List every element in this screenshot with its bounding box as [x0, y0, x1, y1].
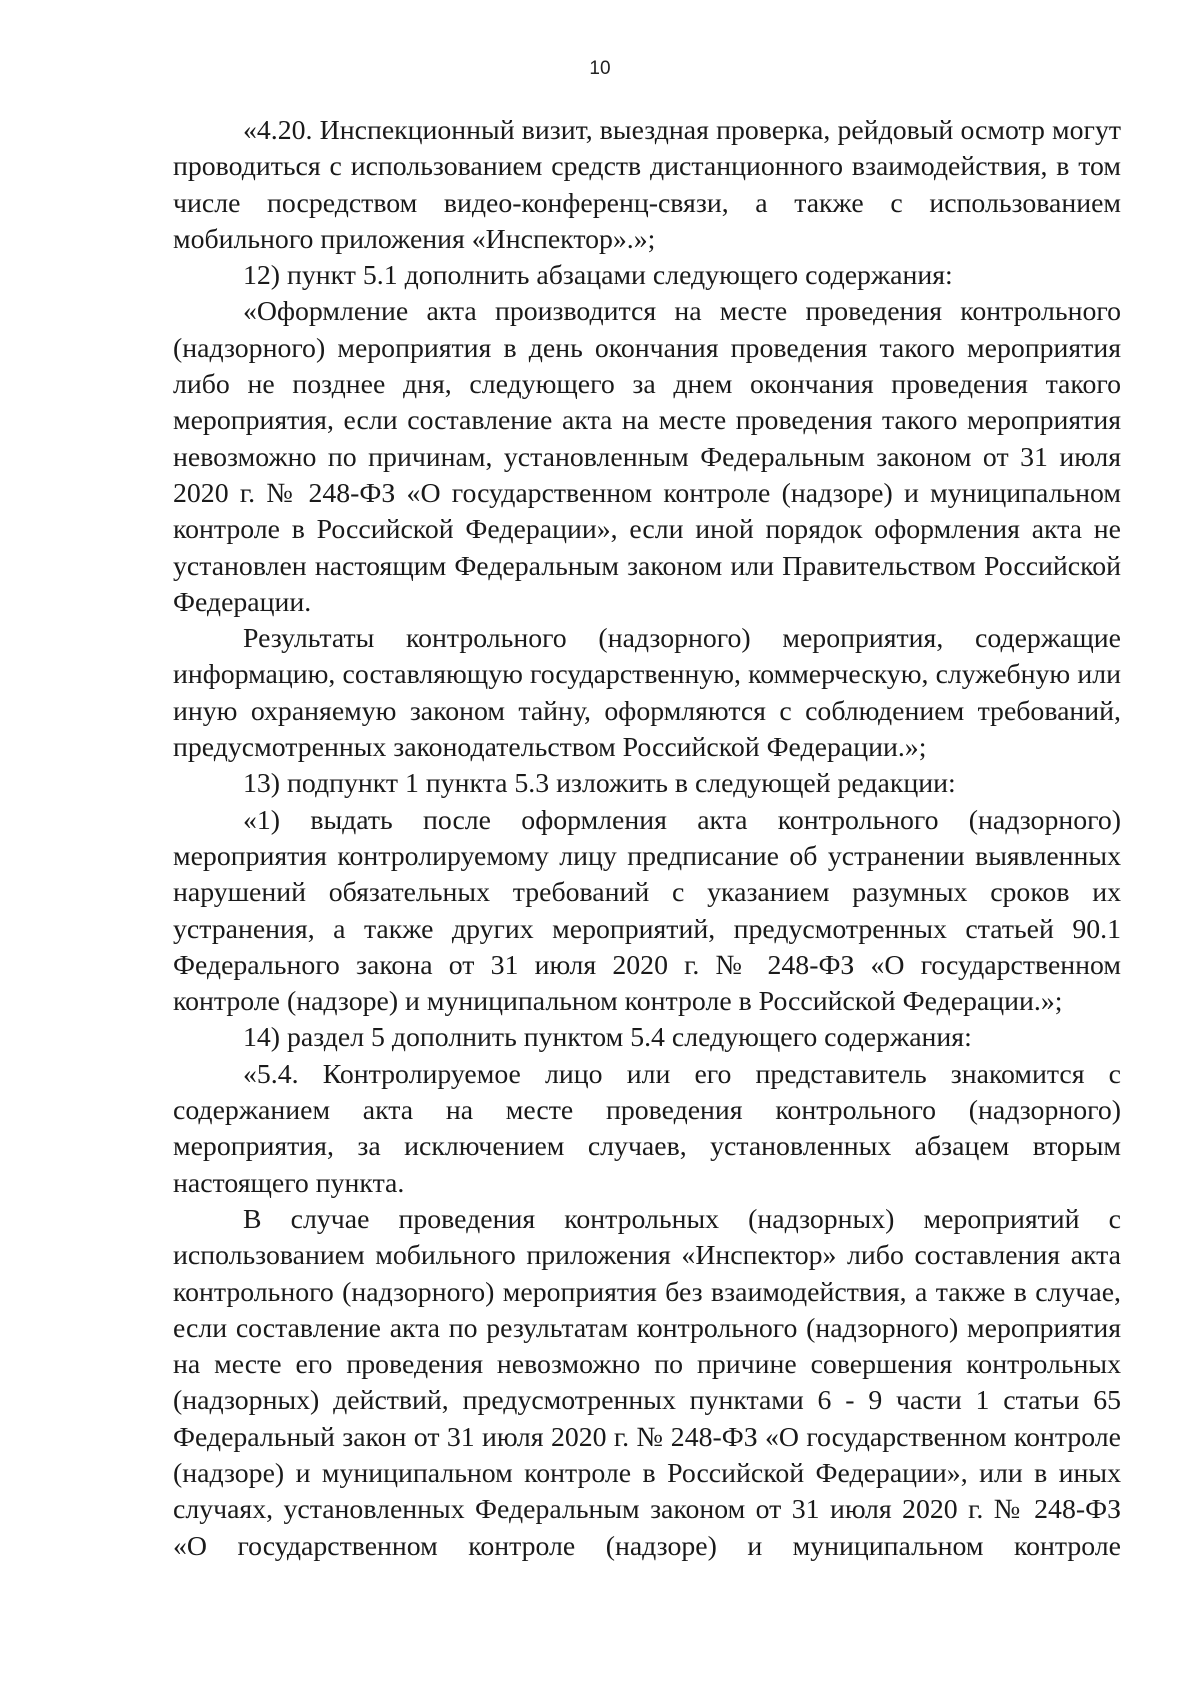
paragraph-4-20: «4.20. Инспекционный визит, выездная проверка, рейдовый осмотр могут проводиться с использованием средств дистанционного взаимодействия, в том числе посредством видео-конференц-связи, а также с использованием мобильного приложения «Инспектор».»; [173, 115, 1121, 255]
page-number: 10 [589, 58, 611, 79]
paragraph-item-14: 14) раздел 5 дополнить пунктом 5.4 следующего содержания: [243, 1022, 972, 1054]
paragraph-subitem-1: «1) выдать после оформления акта контрольного (надзорного) мероприятия контролируемому лицу предписание об устранении выявленных нарушений обязательных требований с указанием разумных сроков их устранения, а также других мероприятий, предусмотренных статьей 90.1 Федерального закона от 31 июля 2020 г. № 248-ФЗ «О государственном контроле (надзоре) и муниципальном контроле в Российской Федерации.»; [173, 804, 1121, 1018]
paragraph-item-13: 13) подпункт 1 пункта 5.3 изложить в следующей редакции: [243, 768, 956, 800]
paragraph-act-registration: «Оформление акта производится на месте проведения контрольного (надзорного) мероприятия в день окончания проведения такого мероприятия либо не позднее дня, следующего за днем окончания проведения такого мероприятия, если составление акта на месте проведения такого мероприятия невозможно по причинам, установленным Федеральным законом от 31 июля 2020 г. № 248-ФЗ «О государственном контроле (надзоре) и муниципальном контроле в Российской Федерации», если иной порядок оформления акта не установлен настоящим Федеральным законом или Правительством Российской Федерации. [173, 296, 1121, 618]
paragraph-5-4: «5.4. Контролируемое лицо или его представитель знакомится с содержанием акта на месте проведения контрольного (надзорного) мероприятия, за исключением случаев, установленных абзацем вторым настоящего пункта. [173, 1058, 1121, 1199]
document-body [173, 113, 1121, 1565]
paragraph-results-secret: Результаты контрольного (надзорного) мероприятия, содержащие информацию, составляющую государственную, коммерческую, служебную или иную охраняемую законом тайну, оформляются с соблюдением требований, предусмотренных законодательством Российской Федерации.»; [173, 623, 1121, 764]
paragraph-item-12: 12) пункт 5.1 дополнить абзацами следующего содержания: [243, 260, 953, 292]
paragraph-mobile-app-case: В случае проведения контрольных (надзорных) мероприятий с использованием мобильного приложения «Инспектор» либо составления акта контрольного (надзорного) мероприятия без взаимодействия, а также в случае, если составление акта по результатам контрольного (надзорного) мероприятия на месте его проведения невозможно по причине совершения контрольных (надзорных) действий, предусмотренных пунктами 6 - 9 части 1 статьи 65 Федеральный закон от 31 июля 2020 г. № 248-ФЗ «О государственном контроле (надзоре) и муниципальном контроле в Российской Федерации», или в иных случаях, установленных Федеральным законом от 31 июля 2020 г. № 248-ФЗ «О государственном контроле (надзоре) и муниципальном контроле [173, 1203, 1121, 1562]
